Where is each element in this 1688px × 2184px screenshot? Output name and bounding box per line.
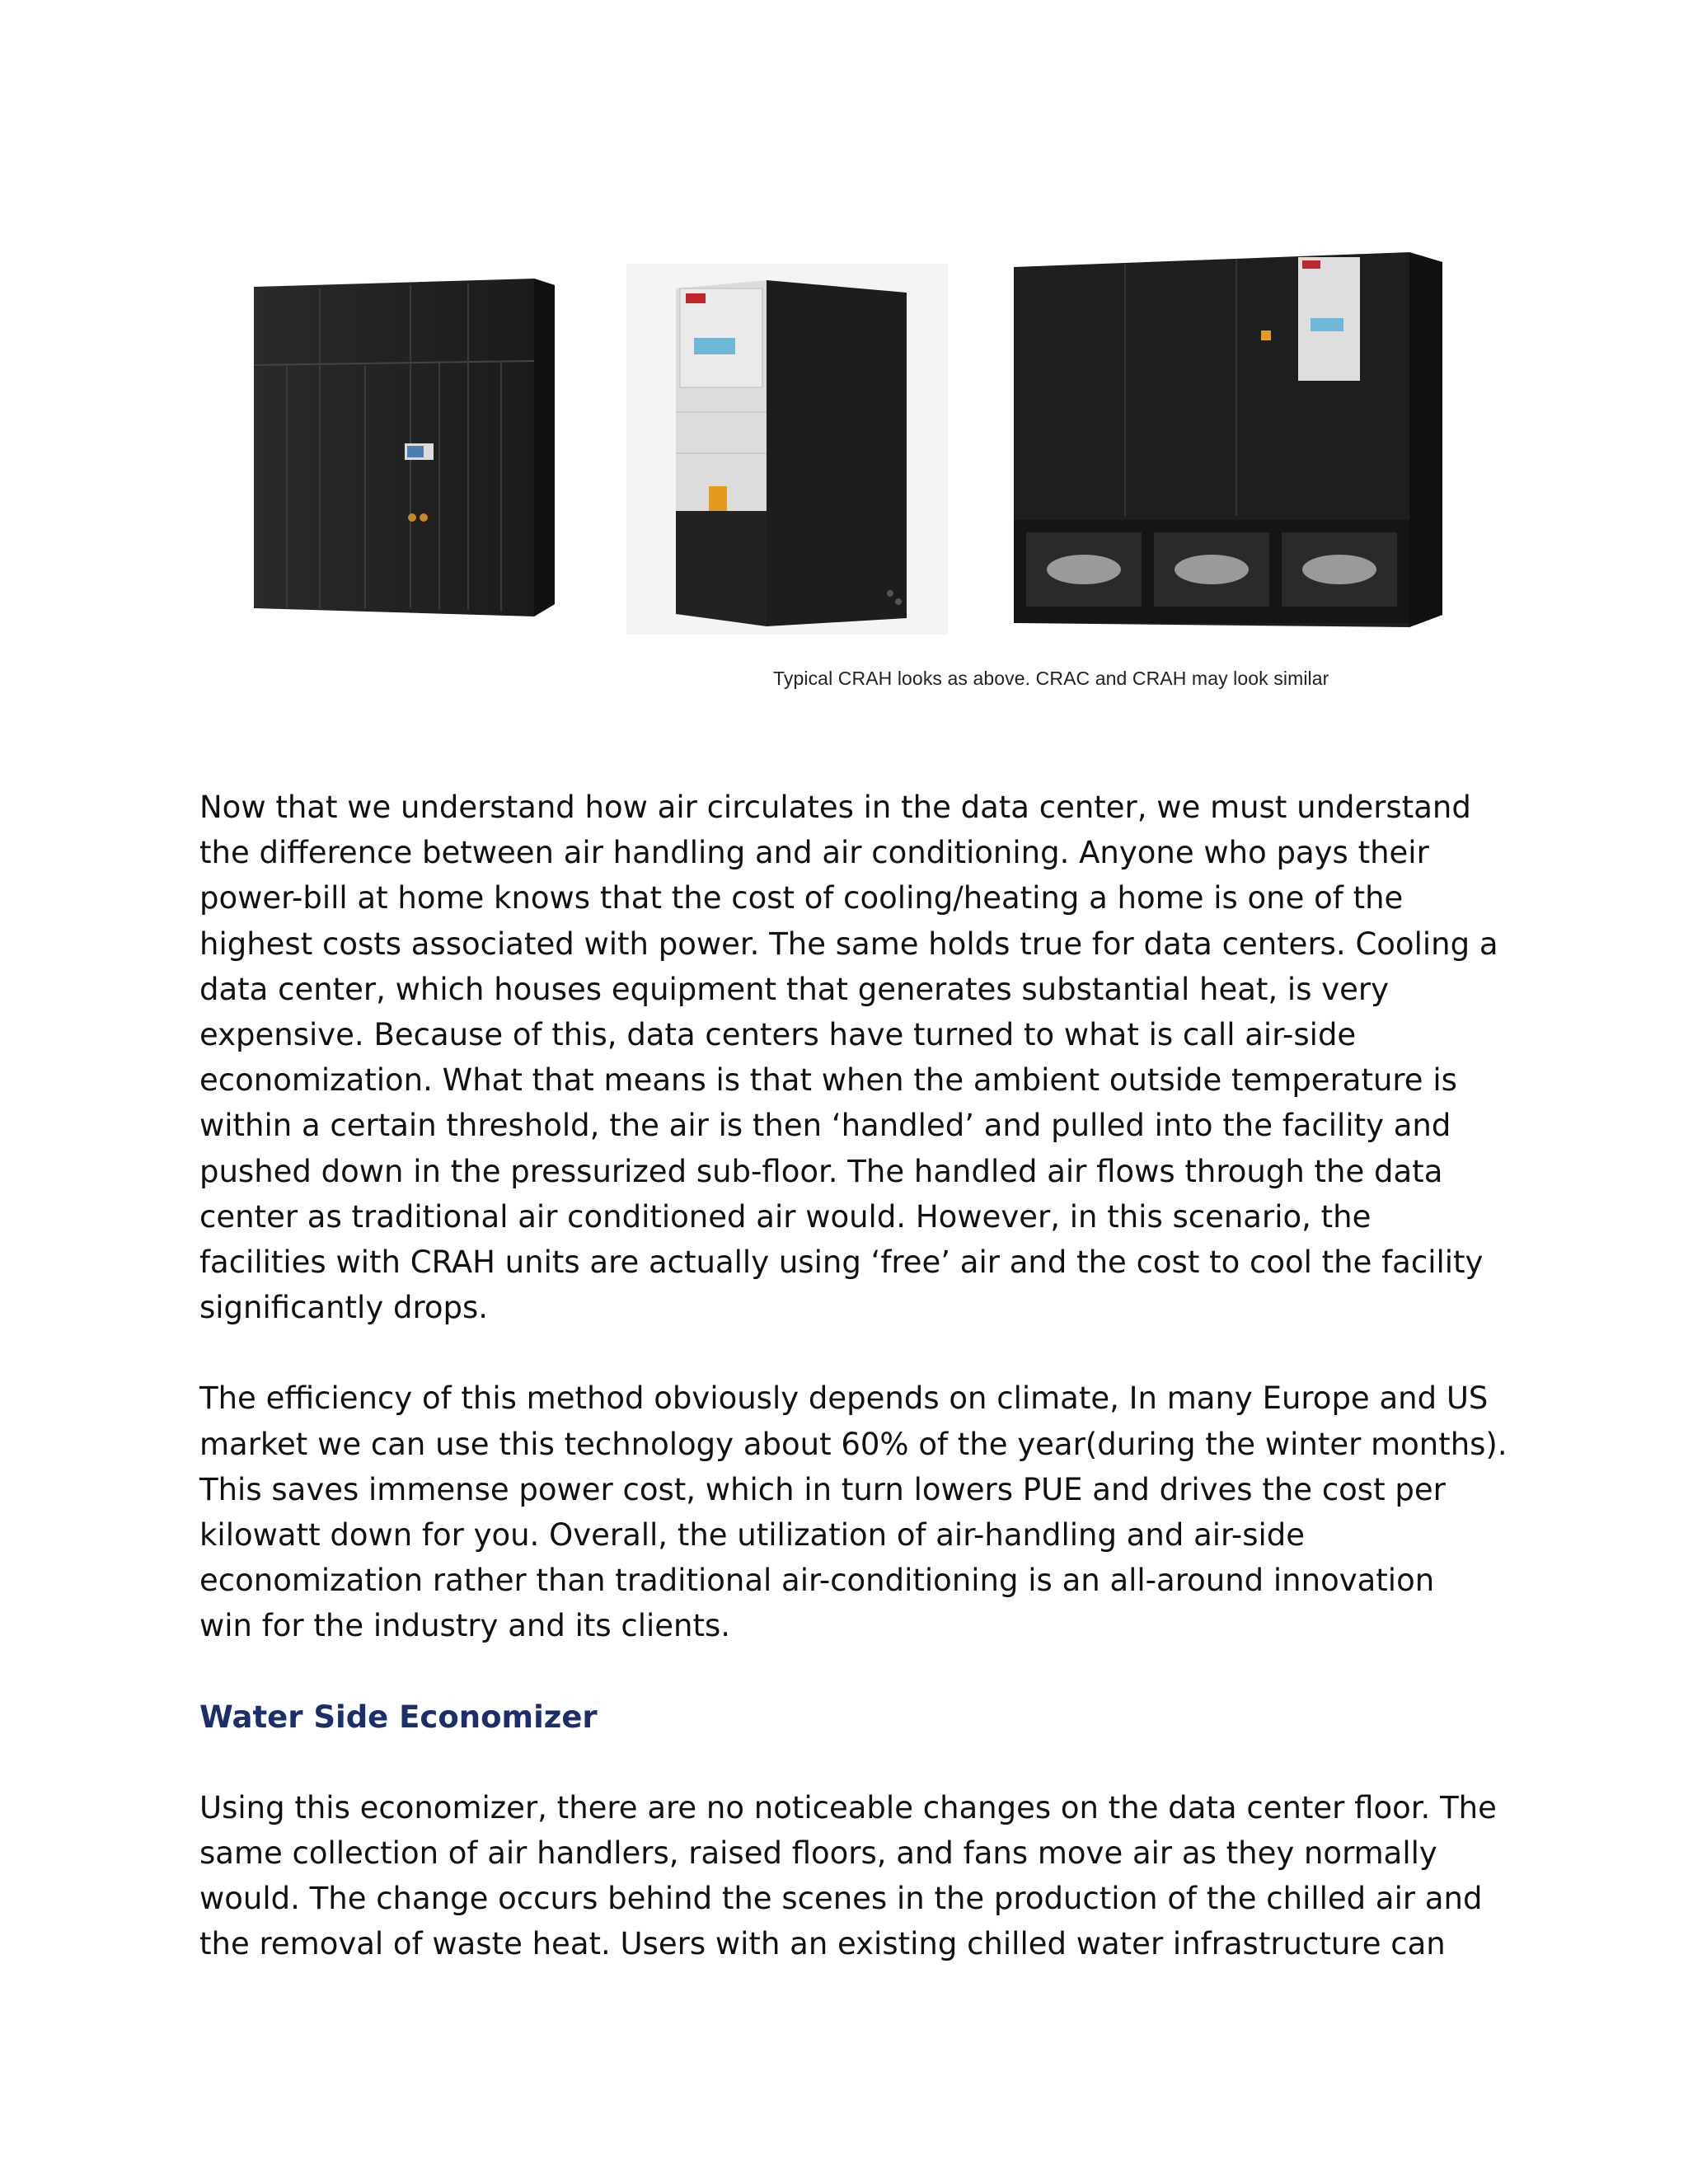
text-line: facilities with CRAH units are actually using ‘free’ air and the cost to cool the facility (199, 1244, 1484, 1281)
text-line: Using this economizer, there are no noticeable changes on the data center floor. The (199, 1789, 1497, 1825)
text-line: highest costs associated with power. The same holds true for data centers. Cooling a (199, 926, 1498, 962)
text-line: power-bill at home knows that the cost of cooling/heating a home is one of the (199, 880, 1404, 916)
section-heading: Water Side Economizer (199, 1699, 598, 1735)
crah-unit-large-image (254, 279, 559, 625)
text-line: significantly drops. (199, 1290, 489, 1326)
text-line: Now that we understand how air circulates in the data center, we must understand (199, 790, 1471, 825)
text-line: economization rather than traditional air-conditioning is an all-around innovation (199, 1563, 1435, 1599)
text-line: win for the industry and its clients. (199, 1608, 731, 1644)
text-line: kilowatt down for you. Overall, the utilization of air-handling and air-side (199, 1517, 1306, 1554)
text-line: The efficiency of this method obviously depends on climate, In many Europe and US (199, 1380, 1489, 1417)
text-line: market we can use this technology about 60% of the year(during the winter months). (199, 1426, 1507, 1462)
text-line: center as traditional air conditioned air would. However, in this scenario, the (199, 1198, 1372, 1235)
text-line: would. The change occurs behind the scenes in the production of the chilled air and (199, 1881, 1483, 1917)
paragraph-water-side (199, 1785, 1502, 1967)
text-line: same collection of air handlers, raised floors, and fans move air as they normally (199, 1835, 1437, 1871)
text-line: within a certain threshold, the air is then ‘handled’ and pulled into the facility and (199, 1108, 1451, 1144)
text-line: expensive. Because of this, data centers have turned to what is call air-side (199, 1017, 1357, 1053)
text-line: economization. What that means is that when the ambient outside temperature is (199, 1062, 1457, 1099)
text-line: pushed down in the pressurized sub-floor. The handled air flows through the data (199, 1153, 1443, 1189)
text-line: the difference between air handling and air conditioning. Anyone who pays their (199, 835, 1429, 871)
crah-units-photo (223, 247, 1475, 643)
text-line: This saves immense power cost, which in turn lowers PUE and drives the cost per (199, 1471, 1446, 1507)
paragraph-air-handling (199, 785, 1502, 1330)
crah-unit-narrow-image (626, 264, 948, 635)
text-line: the removal of waste heat. Users with an existing chilled water infrastructure can (199, 1926, 1446, 1962)
figure-caption: Typical CRAH looks as above. CRAC and CRAH may look similar (773, 668, 1329, 689)
article-body (199, 785, 1507, 1966)
text-line: data center, which houses equipment that generates substantial heat, is very (199, 971, 1389, 1007)
crah-unit-wide-image (1014, 252, 1459, 640)
paragraph-efficiency (199, 1376, 1507, 1648)
